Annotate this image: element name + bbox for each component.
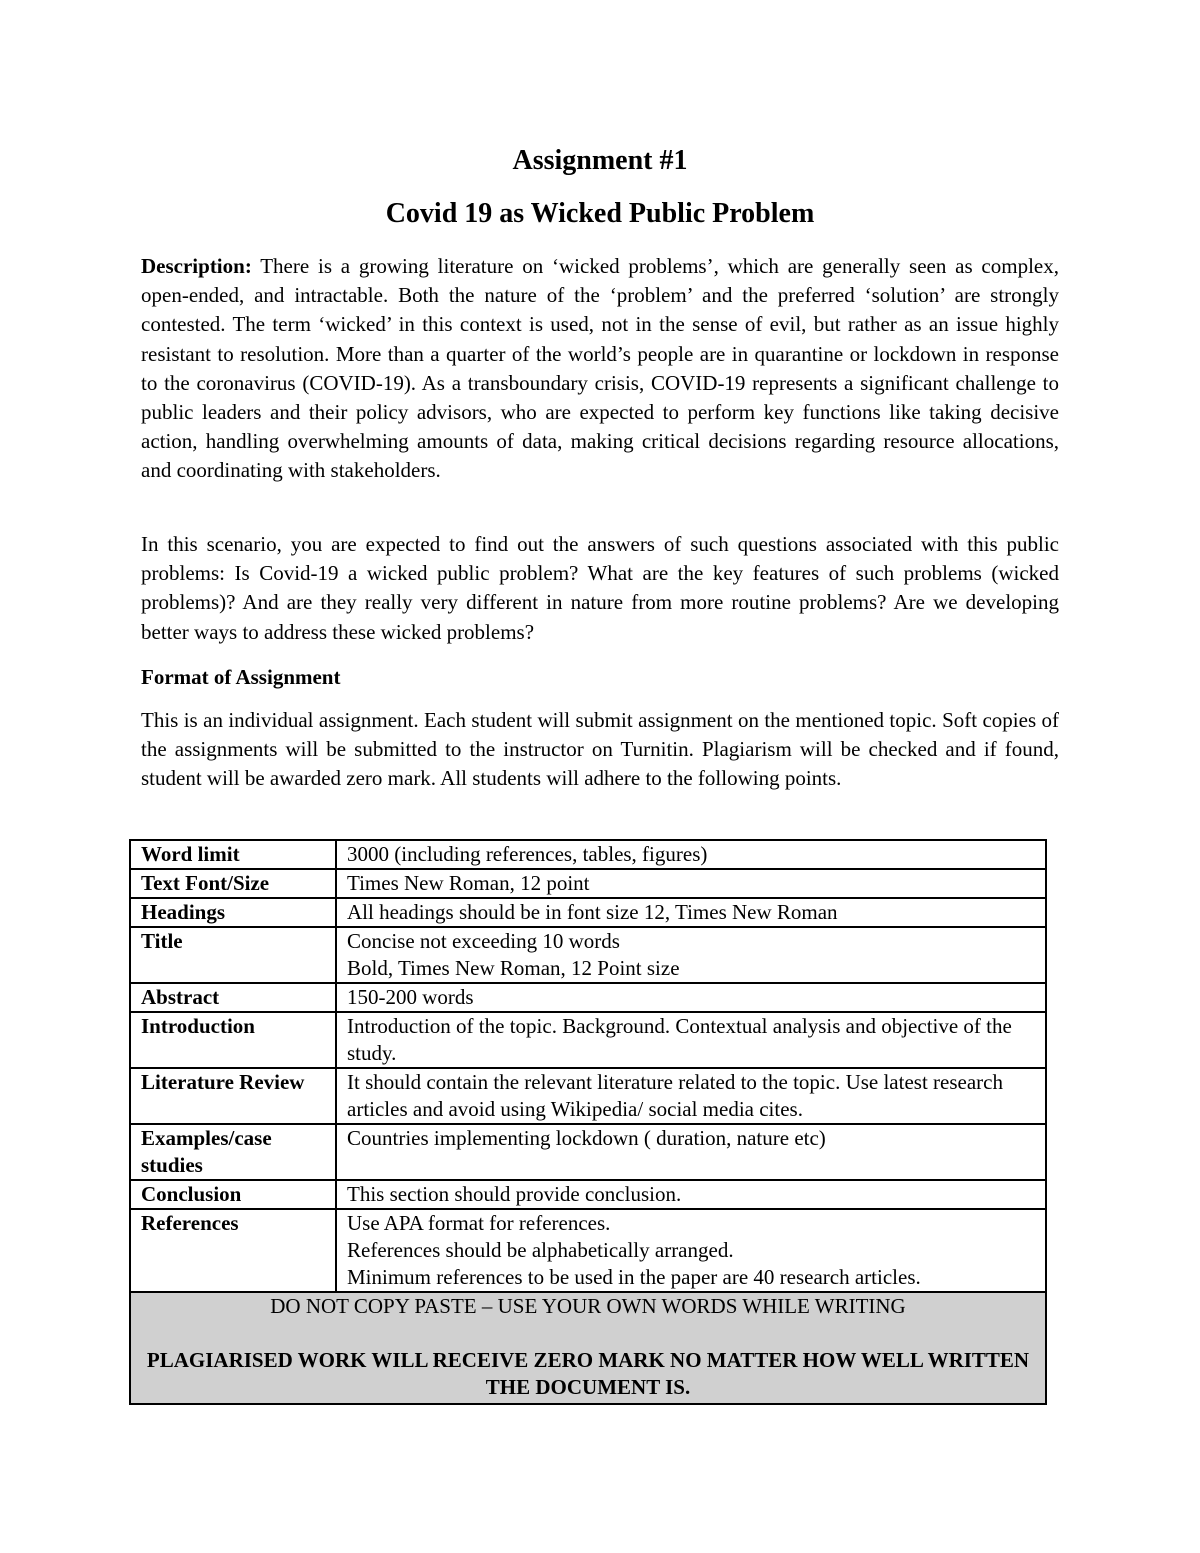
format-paragraph: This is an individual assignment. Each student will submit assignment on the mentioned topic. Soft copies of the assignments will be submitted to the instructor on Turnitin. Plagiarism will be checked and if found, student will be awarded zero mark. All students will adhere to the following points. (141, 708, 1059, 791)
table-value-line: Concise not exceeding 10 words (347, 929, 620, 953)
table-row (130, 1124, 1046, 1180)
plagiarism-notice (130, 1292, 1046, 1404)
format-heading: Format of Assignment (141, 665, 341, 689)
table-row-value (336, 898, 1046, 927)
table-row (130, 1068, 1046, 1124)
table-row-value (336, 1012, 1046, 1068)
table-row (130, 983, 1046, 1012)
description-text: There is a growing literature on ‘wicked problems’, which are generally seen as complex, open-ended, and intractable. Both the nature of the ‘problem’ and the preferred ‘solution’ are strongly contested. The term ‘wicked’ in this context is used, not in the sense of evil, but rather as an issue highly resistant to resolution. More than a quarter of the world’s people are in quarantine or lockdown in response to the coronavirus (COVID-19). As a transboundary crisis, COVID-19 represents a significant challenge to public leaders and their policy advisors, who are expected to perform key functions like taking decisive action, handling overwhelming amounts of data, making critical decisions regarding resource allocations, and coordinating with stakeholders. (141, 254, 1059, 483)
table-row-value (336, 927, 1046, 983)
document-subtitle: Covid 19 as Wicked Public Problem (385, 198, 815, 229)
requirements-table-body (130, 840, 1046, 1404)
table-row-label: Abstract (130, 983, 336, 1012)
table-value-line: References should be alphabetically arranged. (347, 1238, 734, 1262)
notice-line-copy-paste: DO NOT COPY PASTE – USE YOUR OWN WORDS WHILE WRITING (270, 1294, 906, 1318)
table-row (130, 898, 1046, 927)
description-paragraph (141, 252, 1059, 486)
table-row-label: Headings (130, 898, 336, 927)
table-value-line: Introduction of the topic. Background. Contextual analysis and objective of the study. (347, 1014, 1012, 1065)
table-value-line: Use APA format for references. (347, 1211, 611, 1235)
table-row-value (336, 1180, 1046, 1209)
table-row (130, 1209, 1046, 1292)
table-row (130, 927, 1046, 983)
table-value-line: It should contain the relevant literature related to the topic. Use latest research articles and avoid using Wikipedia/ social media cites. (347, 1070, 1003, 1121)
table-row-value (336, 869, 1046, 898)
table-row-value (336, 840, 1046, 869)
table-value-line: This section should provide conclusion. (347, 1182, 682, 1206)
table-value-line: 3000 (including references, tables, figures) (347, 842, 708, 866)
table-value-line: Minimum references to be used in the paper are 40 research articles. (347, 1265, 921, 1289)
notice-line-zero-mark: PLAGIARISED WORK WILL RECEIVE ZERO MARK NO MATTER HOW WELL WRITTEN THE DOCUMENT IS. (146, 1348, 1030, 1399)
table-value-line: 150-200 words (347, 985, 474, 1009)
table-row-label: Conclusion (130, 1180, 336, 1209)
table-row-label: Literature Review (130, 1068, 336, 1124)
description-label: Description: (141, 254, 252, 278)
table-value-line: Countries implementing lockdown ( duration, nature etc) (347, 1126, 826, 1150)
table-row (130, 1180, 1046, 1209)
notice-spacer (141, 1320, 1035, 1347)
table-row (130, 1012, 1046, 1068)
table-row-label: Examples/case studies (130, 1124, 336, 1180)
document-title: Assignment #1 (512, 145, 688, 176)
table-value-line: Times New Roman, 12 point (347, 871, 590, 895)
table-row-label: Word limit (130, 840, 336, 869)
table-row (130, 869, 1046, 898)
table-value-line: All headings should be in font size 12, Times New Roman (347, 900, 838, 924)
table-row-label: Title (130, 927, 336, 983)
requirements-table (129, 839, 1047, 1405)
table-row-label: Introduction (130, 1012, 336, 1068)
table-value-line: Bold, Times New Roman, 12 Point size (347, 956, 680, 980)
scenario-paragraph: In this scenario, you are expected to find out the answers of such questions associated with this public problems: Is Covid-19 a wicked public problem? What are the key features of such problems (wicked problems)? And are they really very different in nature from more routine problems? Are we developing better ways to address these wicked problems? (141, 532, 1059, 644)
table-row-label: Text Font/Size (130, 869, 336, 898)
table-row-value (336, 1209, 1046, 1292)
table-row-value (336, 1124, 1046, 1180)
table-row (130, 840, 1046, 869)
table-row-label: References (130, 1209, 336, 1292)
table-row-value (336, 1068, 1046, 1124)
notice-row (130, 1292, 1046, 1404)
table-row-value (336, 983, 1046, 1012)
